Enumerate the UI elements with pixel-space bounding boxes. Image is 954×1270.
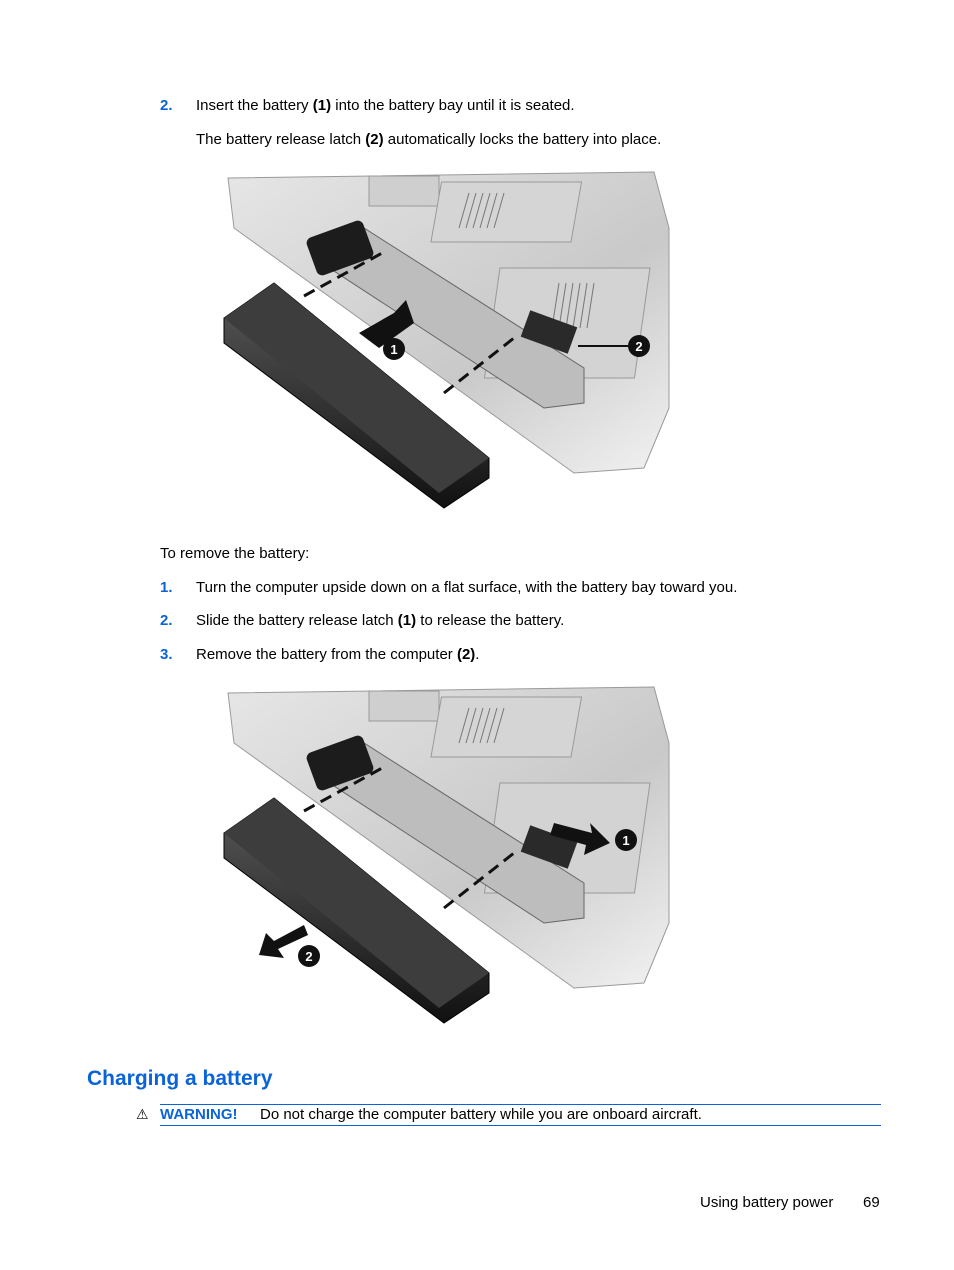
step-number: 1. <box>160 579 173 596</box>
remove-step-3 <box>196 646 479 664</box>
text-part: into the battery bay until it is seated. <box>331 97 575 114</box>
insert-note-text <box>196 131 661 149</box>
callout-1: 1 <box>622 833 630 848</box>
footer-section: Using battery power <box>700 1194 834 1211</box>
remove-step-2 <box>196 612 564 630</box>
warning-icon: ⚠ <box>136 1106 149 1122</box>
callout-2: 2 <box>635 339 643 354</box>
remove-intro: To remove the battery: <box>160 545 310 562</box>
callout-ref: (2) <box>365 131 384 148</box>
text-part: Remove the battery from the computer <box>196 646 457 663</box>
text-part: automatically locks the battery into place. <box>383 131 662 148</box>
text-part: to release the battery. <box>416 612 565 629</box>
battery-remove-illustration <box>214 683 674 1028</box>
page-number: 69 <box>863 1194 880 1211</box>
text-part: The battery release latch <box>196 131 366 148</box>
step-number: 2. <box>160 97 173 114</box>
callout-ref: (2) <box>456 646 476 663</box>
warning-text: Do not charge the computer battery while you are onboard aircraft. <box>260 1106 702 1123</box>
text-part: Slide the battery release latch <box>196 612 398 629</box>
callout-1: 1 <box>390 342 398 357</box>
callout-ref: (1) <box>397 612 417 629</box>
warning-label: WARNING! <box>160 1106 238 1123</box>
insert-step-text <box>196 97 575 115</box>
section-heading: Charging a battery <box>87 1067 273 1090</box>
text-part: . <box>475 646 480 663</box>
step-number: 2. <box>160 612 173 629</box>
callout-ref: (1) <box>312 97 332 114</box>
remove-step-1 <box>196 579 737 597</box>
text-part: Turn the computer upside down on a flat surface, with the battery bay toward you. <box>196 579 738 596</box>
text-part: Insert the battery <box>196 97 313 114</box>
step-number: 3. <box>160 646 173 663</box>
battery-insert-illustration <box>214 168 674 513</box>
callout-2: 2 <box>305 949 313 964</box>
